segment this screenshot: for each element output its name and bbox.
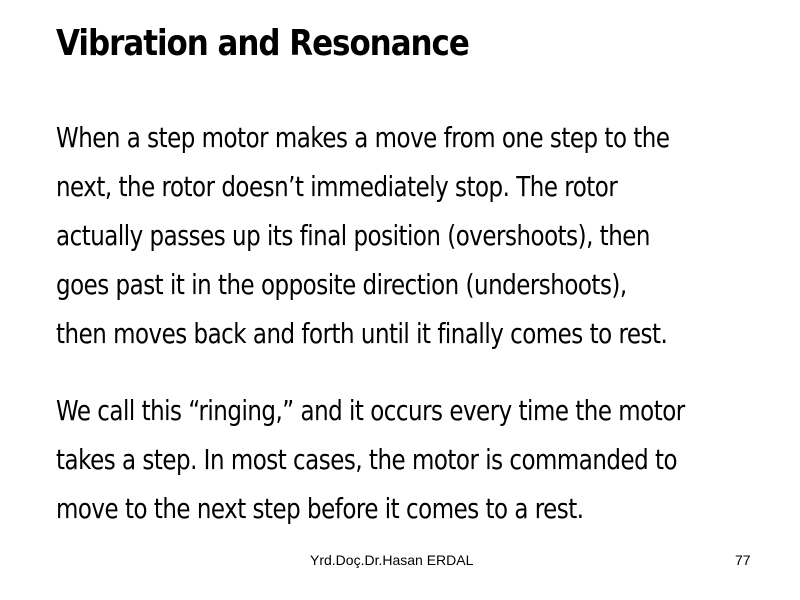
paragraph-line: next, the rotor doesn’t immediately stop. The rotor <box>56 170 618 203</box>
footer-author: Yrd.Doç.Dr.Hasan ERDAL <box>310 552 474 568</box>
paragraph-line: We call this “ringing,” and it occurs every time the motor <box>56 394 685 427</box>
paragraph-ringing <box>56 386 761 533</box>
paragraph-line: goes past it in the opposite direction (undershoots), <box>56 268 627 301</box>
slide-title: Vibration and Resonance <box>56 23 469 64</box>
paragraph-line: takes a step. In most cases, the motor is commanded to <box>56 443 678 476</box>
paragraph-overshoot <box>56 113 761 358</box>
paragraph-line: move to the next step before it comes to a rest. <box>56 492 584 525</box>
page-number: 77 <box>735 552 751 568</box>
paragraph-line: actually passes up its final position (overshoots), then <box>56 219 650 252</box>
paragraph-line: then moves back and forth until it finally comes to rest. <box>56 317 668 350</box>
paragraph-line: When a step motor makes a move from one step to the <box>56 121 670 154</box>
